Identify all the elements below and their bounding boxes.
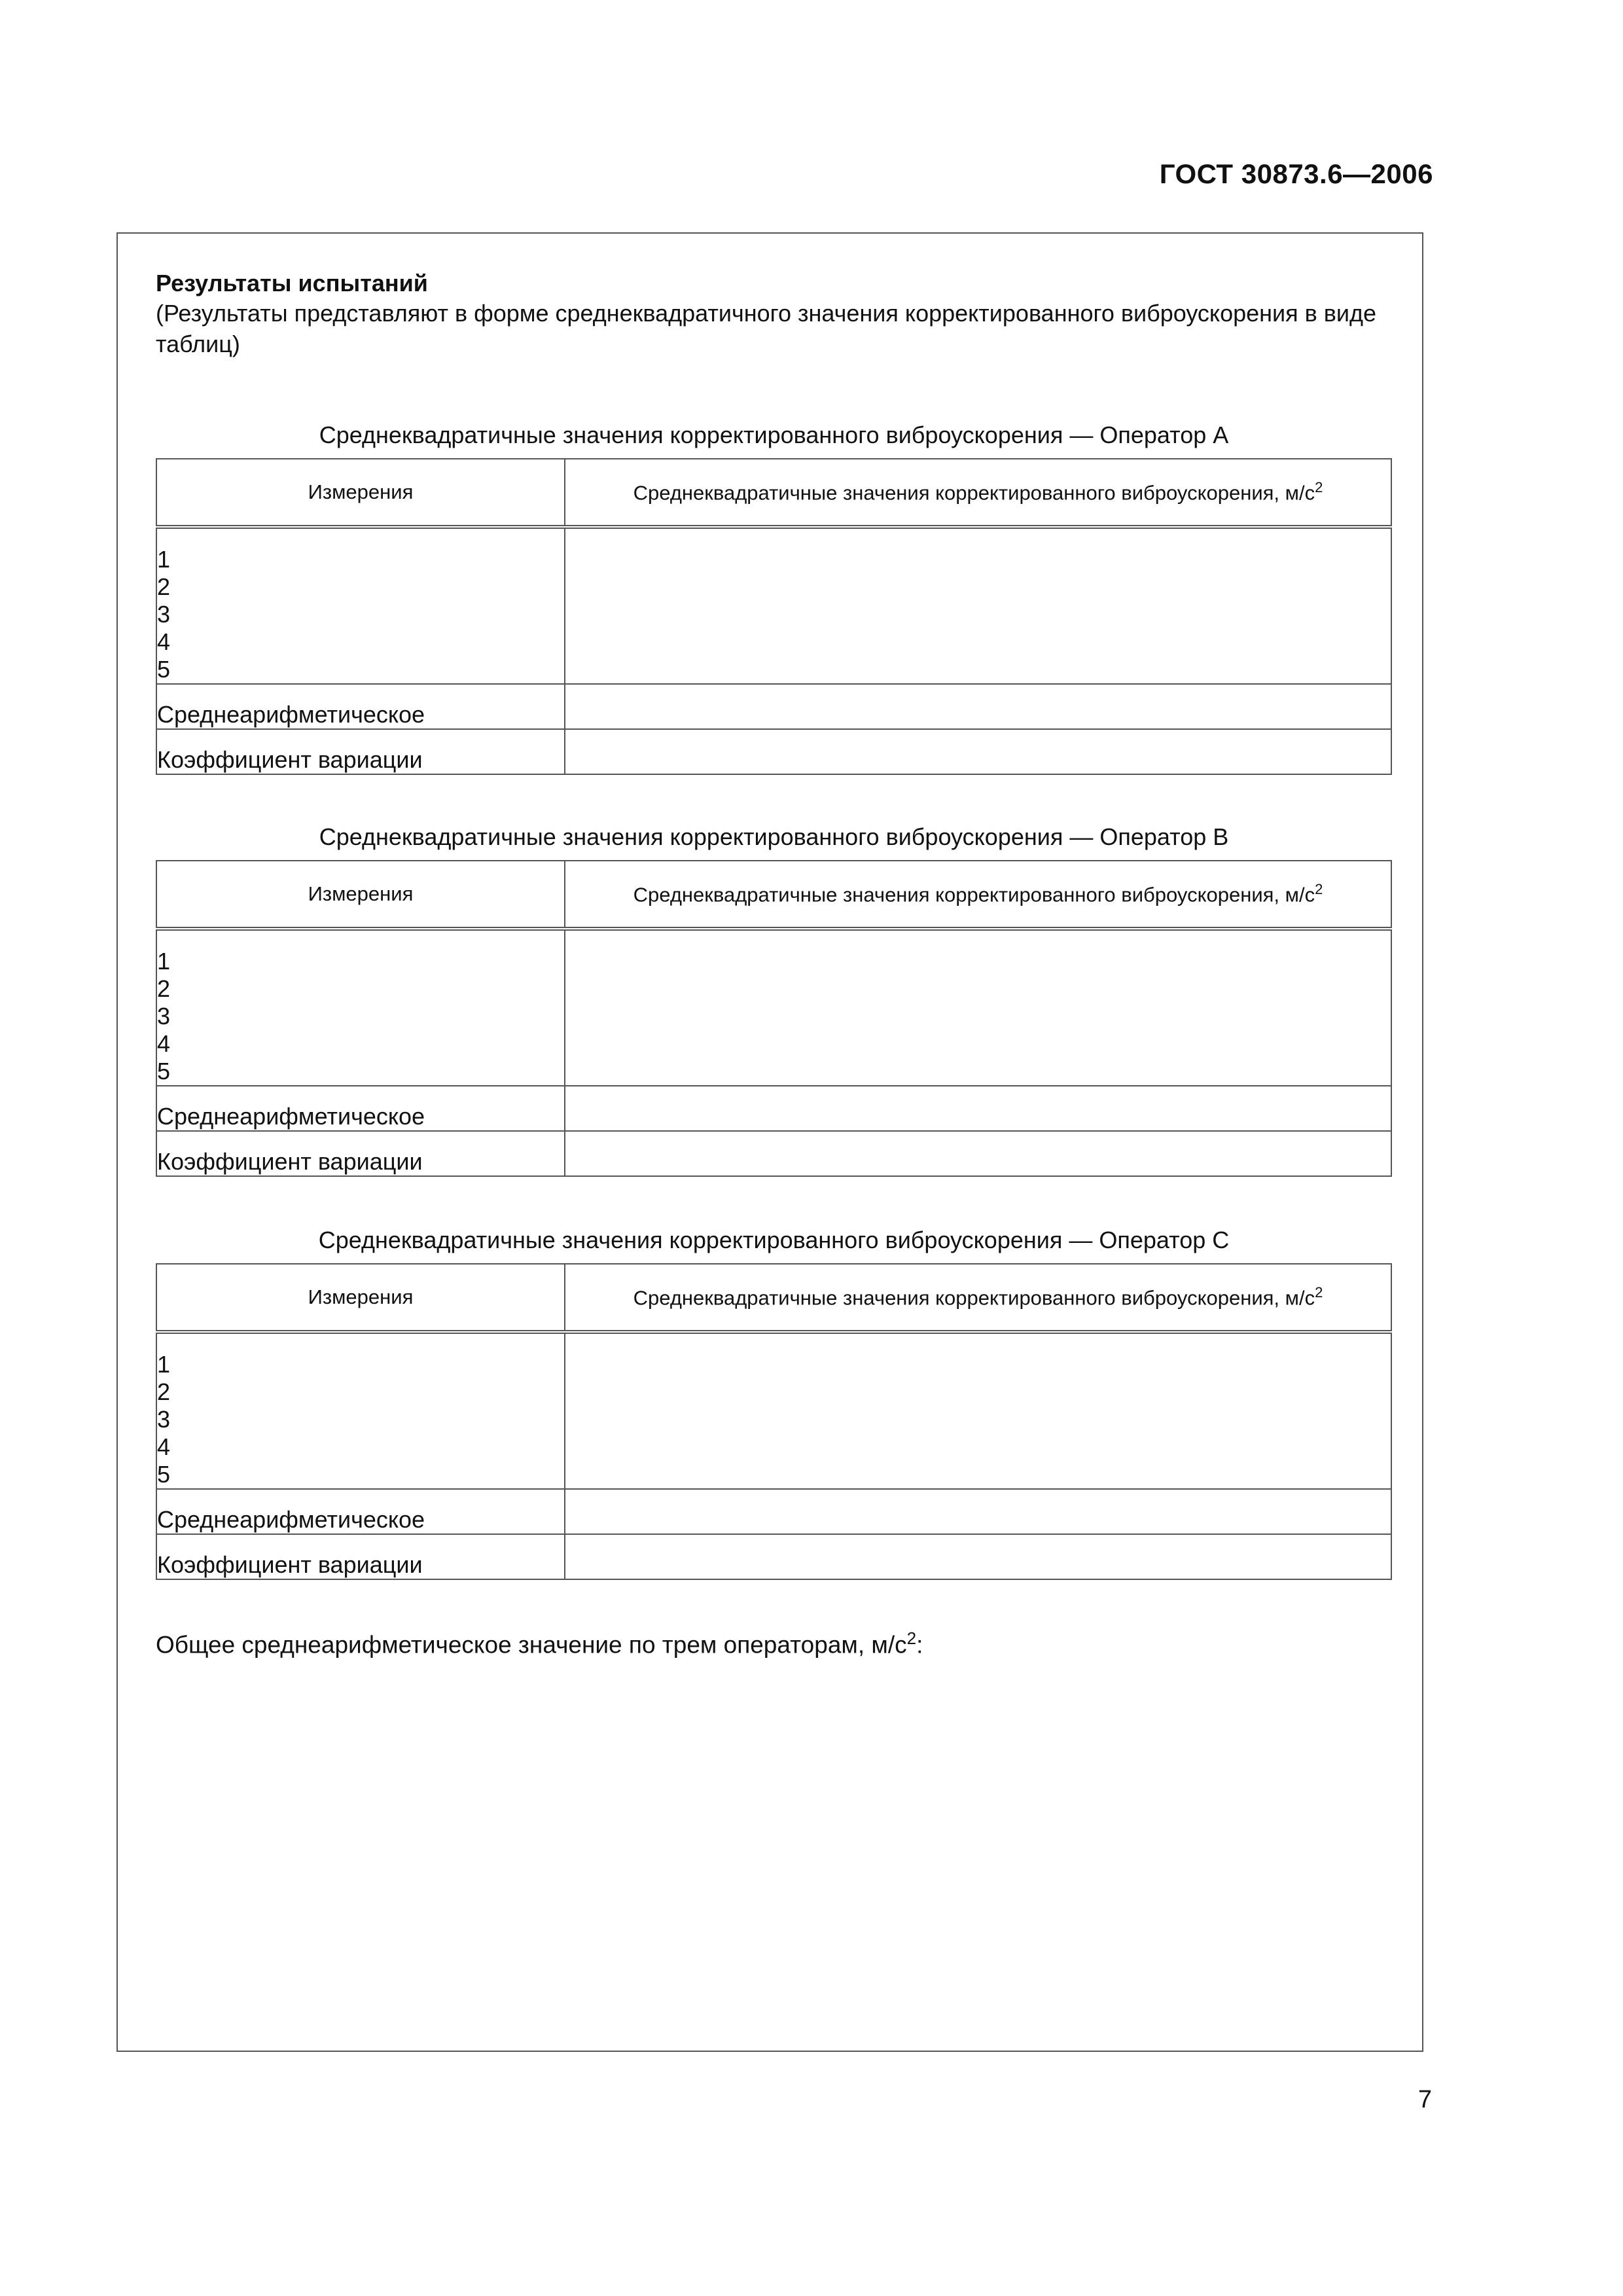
measurement-number: 2 <box>157 975 171 1002</box>
measurement-numbers-cell <box>156 527 565 684</box>
results-table-operator-a <box>156 458 1392 775</box>
measurement-number: 4 <box>157 628 171 655</box>
cv-row <box>156 729 1391 774</box>
mean-row <box>156 684 1391 729</box>
measurements-row <box>156 1332 1391 1489</box>
table-header-row <box>156 1264 1391 1332</box>
cv-value-cell <box>565 1534 1391 1579</box>
results-table-operator-c <box>156 1263 1392 1580</box>
column-header-rms-values: Среднеквадратичные значения корректированного виброускорения, $м/с^2$ <box>565 861 1391 929</box>
cv-value-cell <box>565 729 1391 774</box>
mean-label: Среднеарифметическое <box>156 1086 565 1131</box>
measurement-values-cell <box>565 1332 1391 1489</box>
table-caption-operator-b: Среднеквадратичные значения корректированного виброускорения — Оператор В <box>319 823 1229 850</box>
measurement-numbers-cell <box>156 929 565 1086</box>
table-caption-operator-a: Среднеквадратичные значения корректированного виброускорения — Оператор А <box>319 422 1229 448</box>
cv-row <box>156 1534 1391 1579</box>
table-header-row <box>156 861 1391 929</box>
mean-value-cell <box>565 1086 1391 1131</box>
cv-label: Коэффициент вариации <box>156 1131 565 1176</box>
measurement-number: 2 <box>157 573 171 600</box>
mean-label: Среднеарифметическое <box>156 684 565 729</box>
standard-number: ГОСТ 30873.6—2006 <box>1159 158 1433 189</box>
column-header-rms-values: Среднеквадратичные значения корректированного виброускорения, $м/с^2$ <box>565 459 1391 527</box>
mean-value-cell <box>565 1489 1391 1534</box>
results-title: Результаты испытаний <box>156 270 428 296</box>
measurement-values-cell <box>565 929 1391 1086</box>
measurements-row <box>156 527 1391 684</box>
column-header-measurements: Измерения <box>156 459 565 527</box>
column-header-rms-values: Среднеквадратичные значения корректированного виброускорения, $м/с^2$ <box>565 1264 1391 1332</box>
cv-value-cell <box>565 1131 1391 1176</box>
cv-label: Коэффициент вариации <box>156 729 565 774</box>
measurement-number: 3 <box>157 1003 171 1030</box>
mean-row <box>156 1086 1391 1131</box>
mean-value-cell <box>565 684 1391 729</box>
measurement-number: 3 <box>157 1406 171 1433</box>
measurement-values-cell <box>565 527 1391 684</box>
measurement-number: 5 <box>157 1058 171 1085</box>
measurement-number: 5 <box>157 1461 171 1488</box>
cv-label: Коэффициент вариации <box>156 1534 565 1579</box>
table-caption-operator-c: Среднеквадратичные значения корректированного виброускорения — Оператор С <box>318 1227 1230 1253</box>
measurement-number: 4 <box>157 1433 171 1460</box>
page-number: 7 <box>1418 2086 1432 2113</box>
column-header-measurements: Измерения <box>156 861 565 929</box>
measurements-row <box>156 929 1391 1086</box>
measurement-number: 1 <box>157 948 171 975</box>
measurement-number: 1 <box>157 1351 171 1378</box>
measurement-numbers-cell <box>156 1332 565 1489</box>
cv-row <box>156 1131 1391 1176</box>
measurement-number: 2 <box>157 1378 171 1405</box>
table-header-row <box>156 459 1391 527</box>
results-table-operator-b <box>156 860 1392 1177</box>
measurement-number: 3 <box>157 601 171 628</box>
column-header-measurements: Измерения <box>156 1264 565 1332</box>
measurement-number: 4 <box>157 1030 171 1057</box>
mean-row <box>156 1489 1391 1534</box>
mean-label: Среднеарифметическое <box>156 1489 565 1534</box>
measurement-number: 5 <box>157 656 171 683</box>
measurement-number: 1 <box>157 546 171 573</box>
results-description: (Результаты представляют в форме среднеквадратичного значения корректированного виброускорения в виде таблиц) <box>156 300 1377 357</box>
overall-mean-label: Общее среднеарифметическое значение по трем операторам, $м/с^2$: <box>156 1628 923 1659</box>
